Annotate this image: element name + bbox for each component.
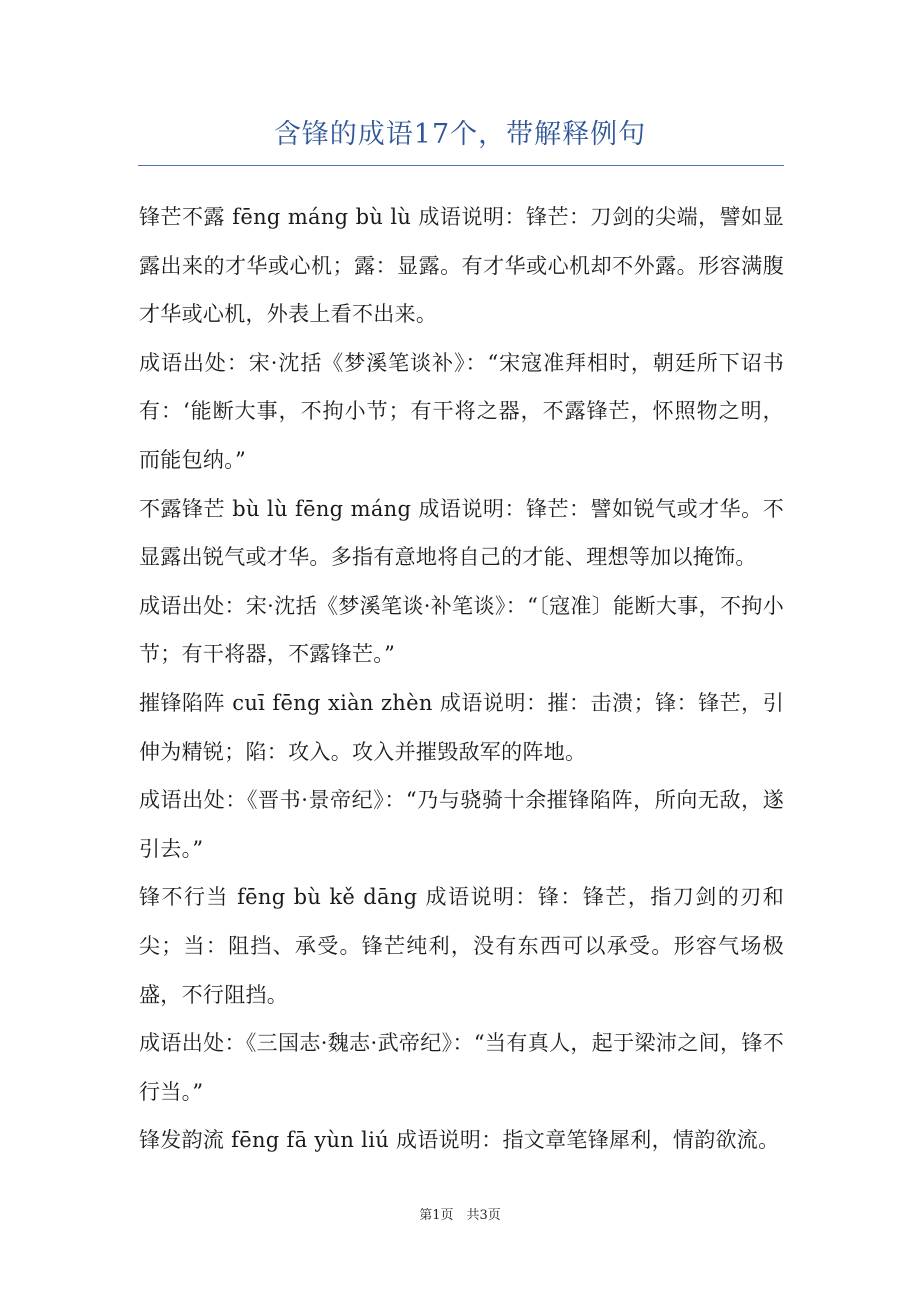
page-footer: 第1页 共3页: [419, 1208, 501, 1223]
paragraph-idiom-2-source: 成语出处：宋·沈括《梦溪笔谈·补笔谈》：“〔寇准〕能断大事，不拘小节；有干将器，不露锋芒。”: [139, 593, 784, 667]
paragraph-idiom-3-source: 成语出处：《晋书·景帝纪》：“乃与骁骑十余摧锋陷阵，所向无敌，遂引去。”: [139, 788, 784, 861]
document-title: 含锋的成语17个，带解释例句: [273, 119, 647, 150]
paragraph-idiom-1-source: 成语出处：宋·沈括《梦溪笔谈补》：“宋寇准拜相时，朝廷所下诏书有：‘能断大事，不拘小节；有干将之器，不露锋芒，怀照物之明，而能包纳。”: [139, 350, 784, 472]
paragraph-idiom-3-explanation: 摧锋陷阵 cuī fēng xiàn zhèn 成语说明：摧：击溃；锋：锋芒，引伸为精锐；陷：攻入。攻入并摧毁敌军的阵地。: [139, 690, 784, 764]
paragraph-idiom-2-explanation: 不露锋芒 bù lù fēng máng 成语说明：锋芒：譬如锐气或才华。不显露出锐气或才华。多指有意地将自己的才能、理想等加以掩饰。: [139, 496, 784, 570]
paragraph-idiom-4-source: 成语出处：《三国志·魏志·武帝纪》：“当有真人，起于梁沛之间，锋不行当。”: [139, 1031, 784, 1104]
paragraph-idiom-5-explanation: 锋发韵流 fēng fā yùn liú 成语说明：指文章笔锋犀利，情韵欲流。: [139, 1128, 780, 1153]
document-body: [139, 193, 784, 1165]
paragraph-idiom-4-explanation: 锋不行当 fēng bù kě dāng 成语说明：锋：锋芒，指刀剑的刃和尖；当：阻挡、承受。锋芒纯利，没有东西可以承受。形容气场极盛，不行阻挡。: [139, 885, 784, 1007]
title-underline: [138, 165, 784, 166]
paragraph-idiom-1-explanation: 锋芒不露 fēng máng bù lù 成语说明：锋芒：刀剑的尖端，譬如显露出来的才华或心机；露：显露。有才华或心机却不外露。形容满腹才华或心机，外表上看不出来。: [139, 205, 784, 327]
